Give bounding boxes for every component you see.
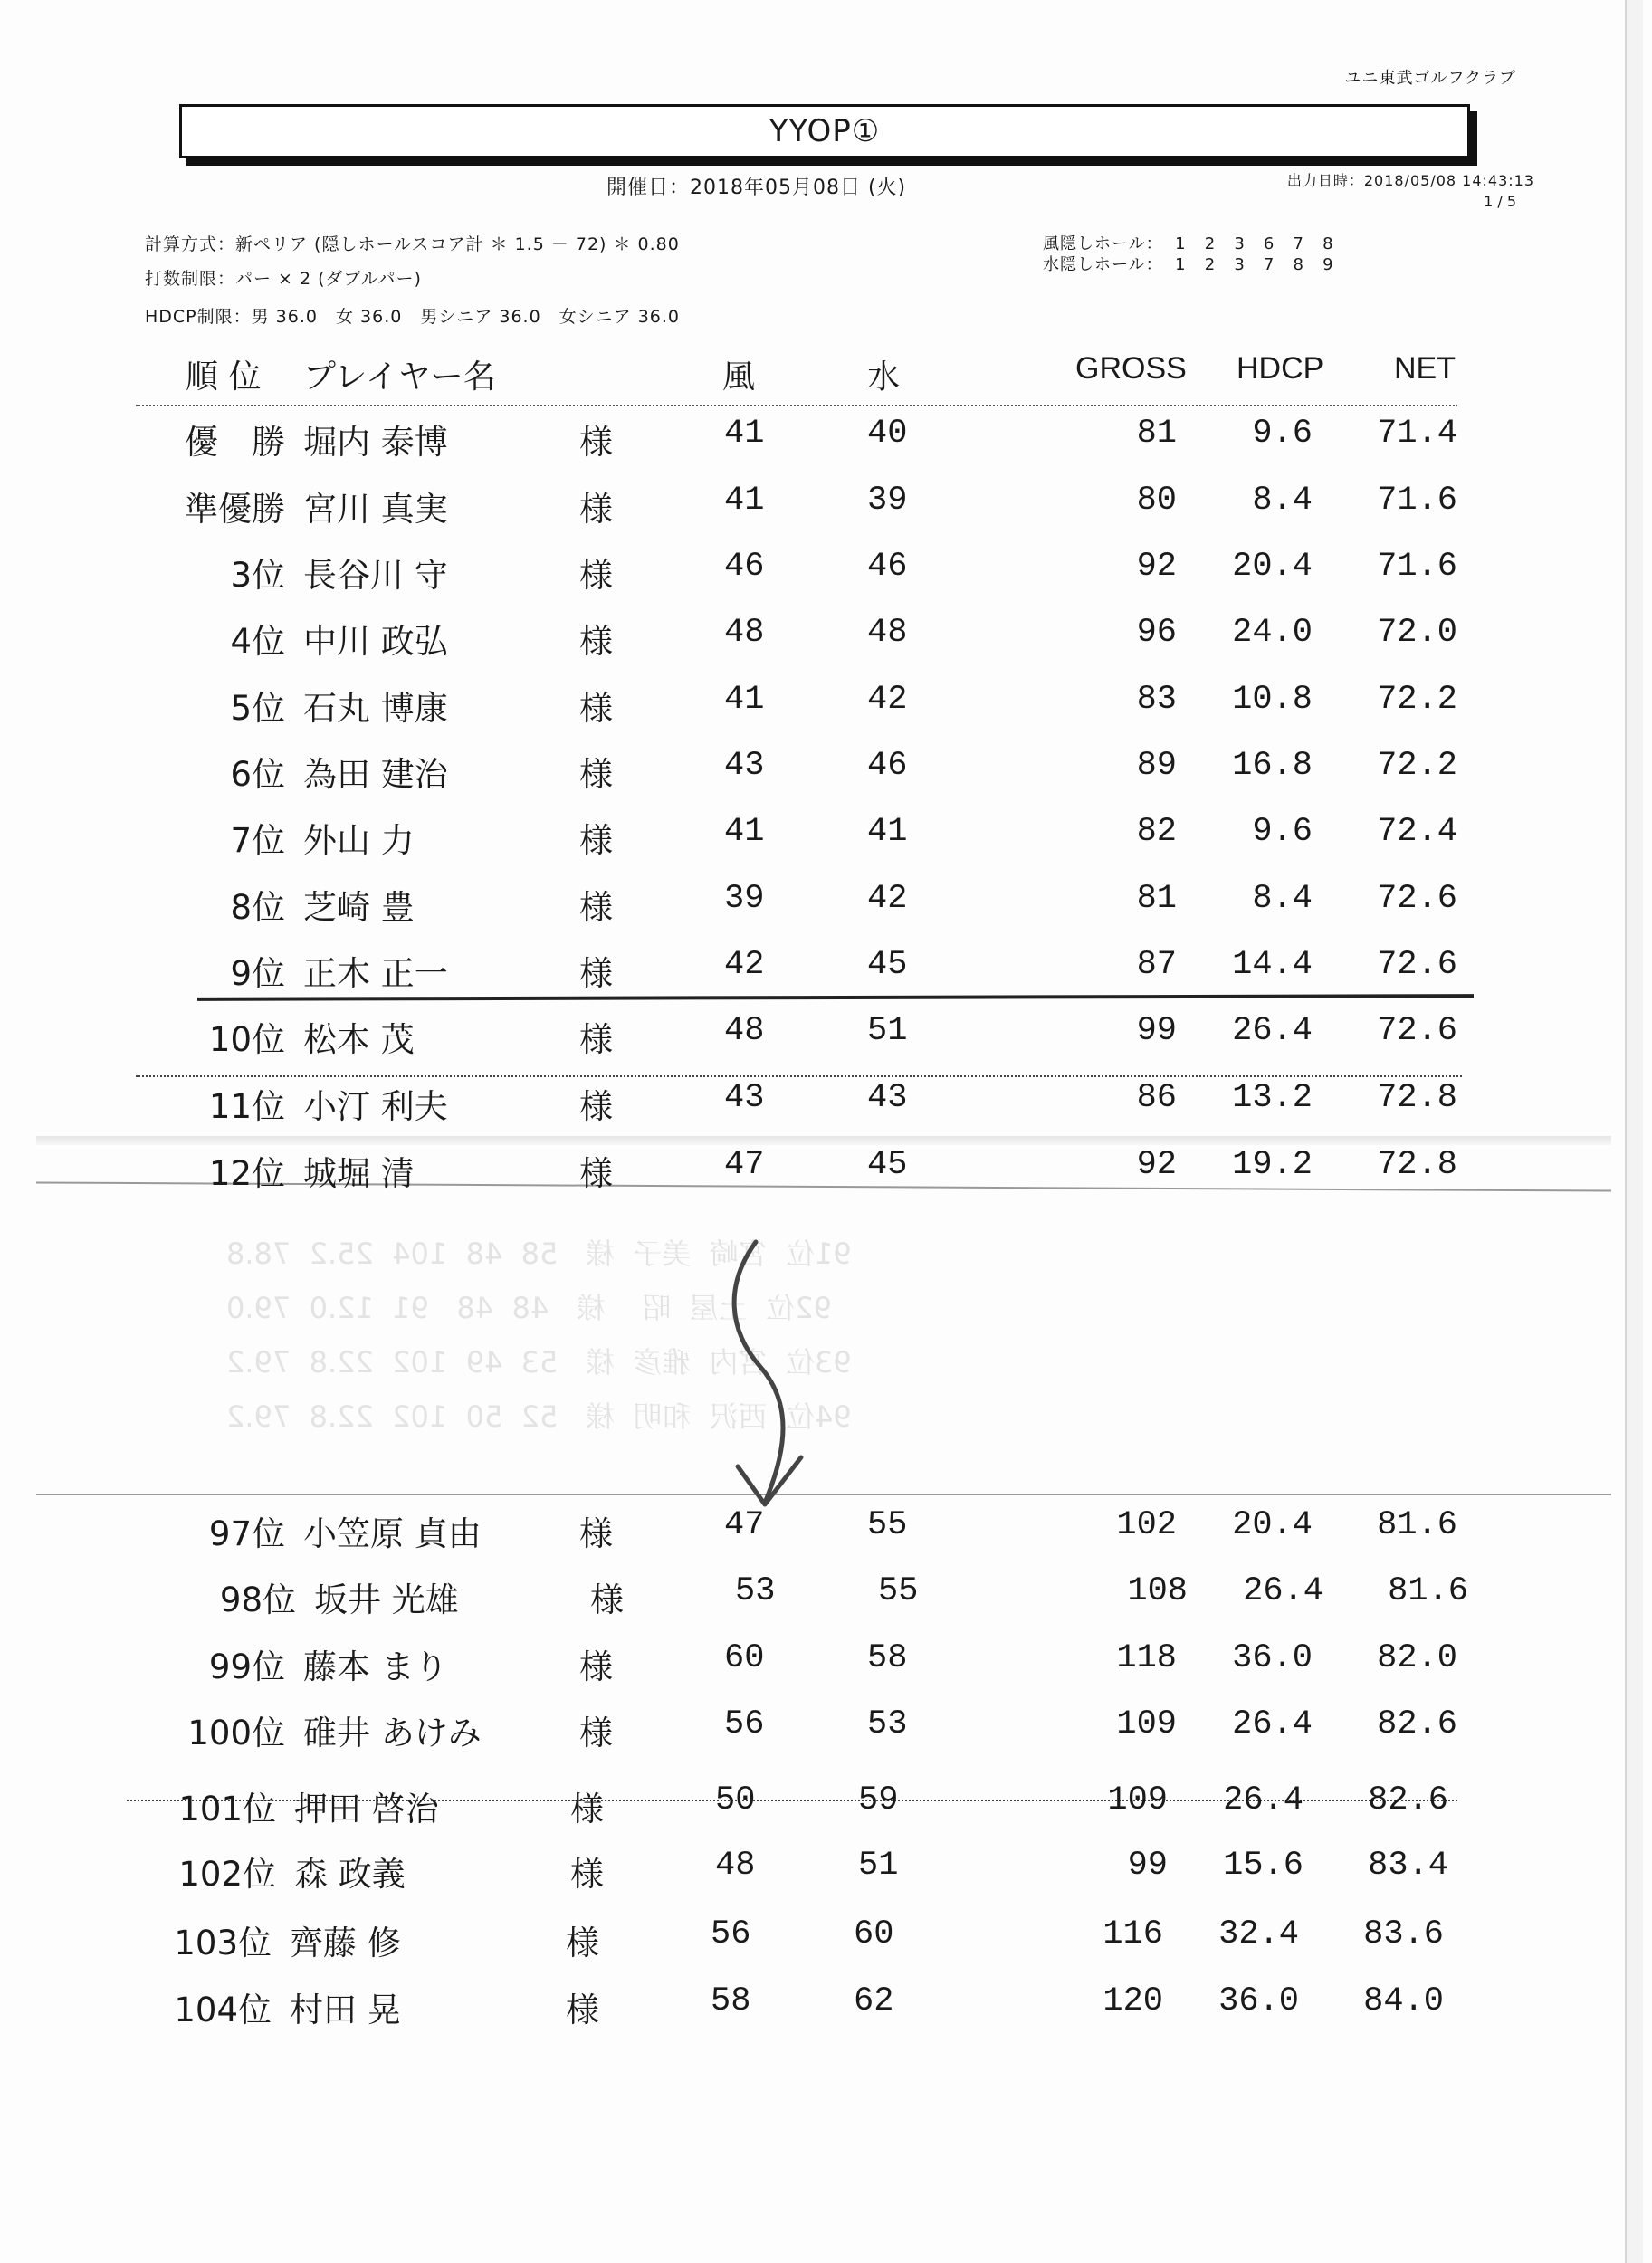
gross-cell: 99	[1127, 1847, 1168, 1885]
gross-cell: 109	[1116, 1705, 1177, 1743]
net-cell: 72.2	[1377, 747, 1457, 785]
honorific-cell: 様	[579, 423, 613, 462]
rank-cell: 98位	[219, 1580, 296, 1619]
bleed-through-area: 91位 宮崎 美子 様 58 48 104 25.2 78.8 92位 土屋 昭 様 48 48 91 12.0 79.0 93位 宮内 雅彦 様 53 49 102 22.8 79.2 94位 西沢 和明 様 52 50 102 22.8 79.2	[226, 1237, 852, 1434]
player-name-cell: 芝崎 豊	[303, 888, 415, 927]
result-row	[0, 1705, 1652, 1760]
player-name-cell: 齊藤 修	[290, 1924, 401, 1962]
hdcp-cell: 13.2	[1232, 1079, 1313, 1117]
player-name-cell: 小笠原 貞由	[303, 1514, 482, 1553]
net-header: NET	[1394, 351, 1456, 386]
out-score-cell: 46	[724, 548, 765, 586]
result-row	[0, 880, 1652, 934]
calc-method: 計算方式：新ペリア (隠しホールスコア計 ＊ 1.5 － 72) ＊ 0.80	[145, 234, 680, 254]
out-score-cell: 56	[724, 1705, 765, 1743]
out-score-cell: 48	[724, 614, 765, 652]
rank-cell: 100位	[187, 1714, 285, 1752]
net-cell: 82.6	[1368, 1781, 1448, 1819]
result-row	[0, 681, 1652, 735]
net-cell: 83.4	[1368, 1847, 1448, 1885]
result-row	[0, 946, 1652, 1000]
in-score-cell: 60	[854, 1915, 894, 1953]
out-score-cell: 53	[735, 1572, 776, 1610]
in-score-cell: 51	[867, 1012, 908, 1050]
gross-cell: 96	[1136, 614, 1177, 652]
honorific-cell: 様	[566, 1924, 599, 1962]
gross-cell: 81	[1136, 415, 1177, 453]
rank-cell: 7位	[230, 821, 285, 860]
gross-cell: 92	[1136, 548, 1177, 586]
rank-cell: 103位	[174, 1924, 272, 1962]
net-cell: 71.4	[1377, 415, 1457, 453]
out-score-cell: 43	[724, 1079, 765, 1117]
player-name-cell: 城堀 清	[303, 1154, 415, 1193]
hdcp-cell: 19.2	[1232, 1146, 1313, 1184]
rank-cell: 104位	[174, 1991, 272, 2029]
stroke-limit: 打数制限：パー × 2 (ダブルパー)	[145, 269, 422, 289]
gross-cell: 81	[1136, 880, 1177, 918]
player-name-cell: 宮川 真実	[303, 490, 448, 529]
rank-cell: 準優勝	[185, 490, 285, 529]
out-score-cell: 58	[711, 1982, 751, 2020]
gross-cell: 108	[1127, 1572, 1188, 1610]
out-score-cell: 43	[724, 747, 765, 785]
honorific-cell: 様	[579, 1154, 613, 1193]
player-name-cell: 小汀 利夫	[303, 1087, 448, 1126]
honorific-cell: 様	[570, 1790, 604, 1829]
out-score-cell: 48	[724, 1012, 765, 1050]
hdcp-cell: 9.6	[1252, 813, 1313, 851]
hdcp-limit: HDCP制限：男 36.0 女 36.0 男シニア 36.0 女シニア 36.0	[145, 307, 681, 327]
gross-cell: 89	[1136, 747, 1177, 785]
out-score-cell: 56	[711, 1915, 751, 1953]
out-hidden-holes: 風隠しホール： 1 2 3 6 7 8	[1043, 234, 1334, 253]
net-cell: 71.6	[1377, 548, 1457, 586]
result-row	[0, 1915, 1652, 1970]
hdcp-cell: 9.6	[1252, 415, 1313, 453]
row-divider	[136, 1075, 1462, 1077]
net-cell: 83.6	[1363, 1915, 1444, 1953]
rank-cell: 4位	[230, 622, 285, 661]
in-score-cell: 45	[867, 946, 908, 984]
rank-cell: 8位	[230, 888, 285, 927]
hdcp-cell: 8.4	[1252, 880, 1313, 918]
header-divider	[136, 405, 1457, 406]
scan-band	[36, 1136, 1611, 1145]
out-score-cell: 39	[724, 880, 765, 918]
hdcp-cell: 26.4	[1243, 1572, 1323, 1610]
rank-cell: 99位	[208, 1647, 285, 1686]
hdcp-cell: 26.4	[1223, 1781, 1303, 1819]
player-name-cell: 押田 啓治	[294, 1790, 439, 1829]
rank-cell: 優 勝	[185, 423, 285, 462]
net-cell: 81.6	[1377, 1506, 1457, 1544]
rank-cell: 102位	[178, 1855, 276, 1894]
page-number: 1 / 5	[1484, 193, 1516, 210]
result-row	[0, 1012, 1652, 1066]
gross-cell: 80	[1136, 482, 1177, 520]
hdcp-cell: 36.0	[1218, 1982, 1299, 2020]
in-score-cell: 62	[854, 1982, 894, 2020]
in-score-cell: 53	[867, 1705, 908, 1743]
in-score-cell: 42	[867, 880, 908, 918]
rank-cell: 6位	[230, 755, 285, 794]
player-name-cell: 碓井 あけみ	[303, 1714, 482, 1752]
result-row	[0, 614, 1652, 668]
honorific-cell: 様	[590, 1580, 624, 1619]
hdcp-cell: 26.4	[1232, 1705, 1313, 1743]
event-date: 開催日：2018年05月08日 (火)	[606, 177, 907, 199]
player-name-cell: 藤本 まり	[303, 1647, 448, 1686]
honorific-cell: 様	[566, 1991, 599, 2029]
rank-cell: 12位	[208, 1154, 285, 1193]
result-row	[0, 1506, 1652, 1561]
out-score-cell: 47	[724, 1506, 765, 1544]
in-score-cell: 59	[858, 1781, 899, 1819]
in-score-cell: 58	[867, 1639, 908, 1677]
out-score-cell: 41	[724, 415, 765, 453]
honorific-cell: 様	[579, 755, 613, 794]
gross-cell: 102	[1116, 1506, 1177, 1544]
out-score-cell: 50	[715, 1781, 756, 1819]
net-cell: 84.0	[1363, 1982, 1444, 2020]
in-score-cell: 46	[867, 548, 908, 586]
gross-cell: 87	[1136, 946, 1177, 984]
honorific-cell: 様	[579, 1020, 613, 1059]
player-name-cell: 長谷川 守	[303, 556, 448, 595]
net-cell: 82.6	[1377, 1705, 1457, 1743]
net-cell: 72.2	[1377, 681, 1457, 719]
gross-cell: 83	[1136, 681, 1177, 719]
player-name-cell: 外山 力	[303, 821, 415, 860]
result-row	[0, 1146, 1652, 1200]
in-score-cell: 45	[867, 1146, 908, 1184]
hdcp-cell: 14.4	[1232, 946, 1313, 984]
rank-cell: 3位	[230, 556, 285, 595]
result-row	[0, 747, 1652, 801]
rank-cell: 10位	[208, 1020, 285, 1059]
hdcp-cell: 15.6	[1223, 1847, 1303, 1885]
honorific-cell: 様	[579, 490, 613, 529]
honorific-cell: 様	[579, 954, 613, 993]
result-row	[0, 1847, 1652, 1901]
player-header: プレイヤー名	[303, 358, 496, 396]
in-score-cell: 43	[867, 1079, 908, 1117]
hdcp-cell: 36.0	[1232, 1639, 1313, 1677]
honorific-cell: 様	[579, 1647, 613, 1686]
in-score-cell: 55	[867, 1506, 908, 1544]
gross-cell: 99	[1136, 1012, 1177, 1050]
out-score-cell: 41	[724, 482, 765, 520]
out-score-cell: 60	[724, 1639, 765, 1677]
hdcp-cell: 20.4	[1232, 1506, 1313, 1544]
result-row	[0, 415, 1652, 469]
hdcp-header: HDCP	[1237, 351, 1324, 386]
in-score-cell: 41	[867, 813, 908, 851]
in-score-cell: 46	[867, 747, 908, 785]
gross-cell: 82	[1136, 813, 1177, 851]
player-name-cell: 中川 政弘	[303, 622, 448, 661]
player-name-cell: 堀内 泰博	[303, 423, 448, 462]
result-row	[0, 548, 1652, 602]
handwritten-arrow-icon	[706, 1231, 833, 1521]
result-row	[0, 813, 1652, 867]
gross-cell: 120	[1103, 1982, 1163, 2020]
in-header: 水	[867, 358, 901, 396]
result-row	[0, 1982, 1652, 2037]
net-cell: 72.0	[1377, 614, 1457, 652]
hdcp-cell: 32.4	[1218, 1915, 1299, 1953]
gross-cell: 86	[1136, 1079, 1177, 1117]
player-name-cell: 村田 晃	[290, 1991, 401, 2029]
net-cell: 72.8	[1377, 1079, 1457, 1117]
out-score-cell: 47	[724, 1146, 765, 1184]
rank-cell: 97位	[208, 1514, 285, 1553]
result-row	[0, 1781, 1652, 1836]
honorific-cell: 様	[579, 689, 613, 728]
rank-cell: 101位	[178, 1790, 276, 1829]
player-name-cell: 森 政義	[294, 1855, 406, 1894]
club-name: ユニ東武ゴルフクラブ	[1344, 69, 1516, 88]
in-score-cell: 42	[867, 681, 908, 719]
honorific-cell: 様	[579, 556, 613, 595]
honorific-cell: 様	[570, 1855, 604, 1894]
hdcp-cell: 16.8	[1232, 747, 1313, 785]
net-cell: 71.6	[1377, 482, 1457, 520]
in-hidden-holes: 水隠しホール： 1 2 3 7 8 9	[1043, 255, 1334, 274]
result-row	[0, 1079, 1652, 1133]
rank-cell: 5位	[230, 689, 285, 728]
result-row	[0, 1572, 1652, 1627]
result-row	[0, 482, 1652, 536]
net-cell: 82.0	[1377, 1639, 1457, 1677]
out-score-cell: 41	[724, 681, 765, 719]
player-name-cell: 石丸 博康	[303, 689, 448, 728]
rank-header: 順 位	[186, 358, 262, 396]
net-cell: 72.6	[1377, 1012, 1457, 1050]
hdcp-cell: 20.4	[1232, 548, 1313, 586]
honorific-cell: 様	[579, 821, 613, 860]
net-cell: 81.6	[1388, 1572, 1468, 1610]
hdcp-cell: 24.0	[1232, 614, 1313, 652]
output-timestamp: 出力日時：2018/05/08 14:43:13	[1286, 172, 1534, 189]
rank-cell: 11位	[208, 1087, 285, 1126]
in-score-cell: 55	[878, 1572, 919, 1610]
out-score-cell: 41	[724, 813, 765, 851]
honorific-cell: 様	[579, 622, 613, 661]
hdcp-cell: 26.4	[1232, 1012, 1313, 1050]
net-cell: 72.6	[1377, 880, 1457, 918]
gross-header: GROSS	[1075, 351, 1187, 386]
net-cell: 72.4	[1377, 813, 1457, 851]
gross-cell: 92	[1136, 1146, 1177, 1184]
title-box	[179, 104, 1470, 158]
honorific-cell: 様	[579, 1087, 613, 1126]
out-header: 風	[722, 358, 756, 396]
in-score-cell: 39	[867, 482, 908, 520]
player-name-cell: 正木 正一	[303, 954, 448, 993]
honorific-cell: 様	[579, 888, 613, 927]
result-row	[0, 1639, 1652, 1694]
gross-cell: 118	[1116, 1639, 1177, 1677]
hdcp-cell: 8.4	[1252, 482, 1313, 520]
hdcp-cell: 10.8	[1232, 681, 1313, 719]
player-name-cell: 坂井 光雄	[314, 1580, 459, 1619]
out-score-cell: 48	[715, 1847, 756, 1885]
gross-cell: 116	[1103, 1915, 1163, 1953]
net-cell: 72.8	[1377, 1146, 1457, 1184]
in-score-cell: 40	[867, 415, 908, 453]
page-title: YYOP①	[769, 113, 881, 149]
out-score-cell: 42	[724, 946, 765, 984]
honorific-cell: 様	[579, 1714, 613, 1752]
player-name-cell: 為田 建治	[303, 755, 448, 794]
honorific-cell: 様	[579, 1514, 613, 1553]
player-name-cell: 松本 茂	[303, 1020, 415, 1059]
rank-cell: 9位	[230, 954, 285, 993]
in-score-cell: 51	[858, 1847, 899, 1885]
gross-cell: 109	[1107, 1781, 1168, 1819]
net-cell: 72.6	[1377, 946, 1457, 984]
in-score-cell: 48	[867, 614, 908, 652]
